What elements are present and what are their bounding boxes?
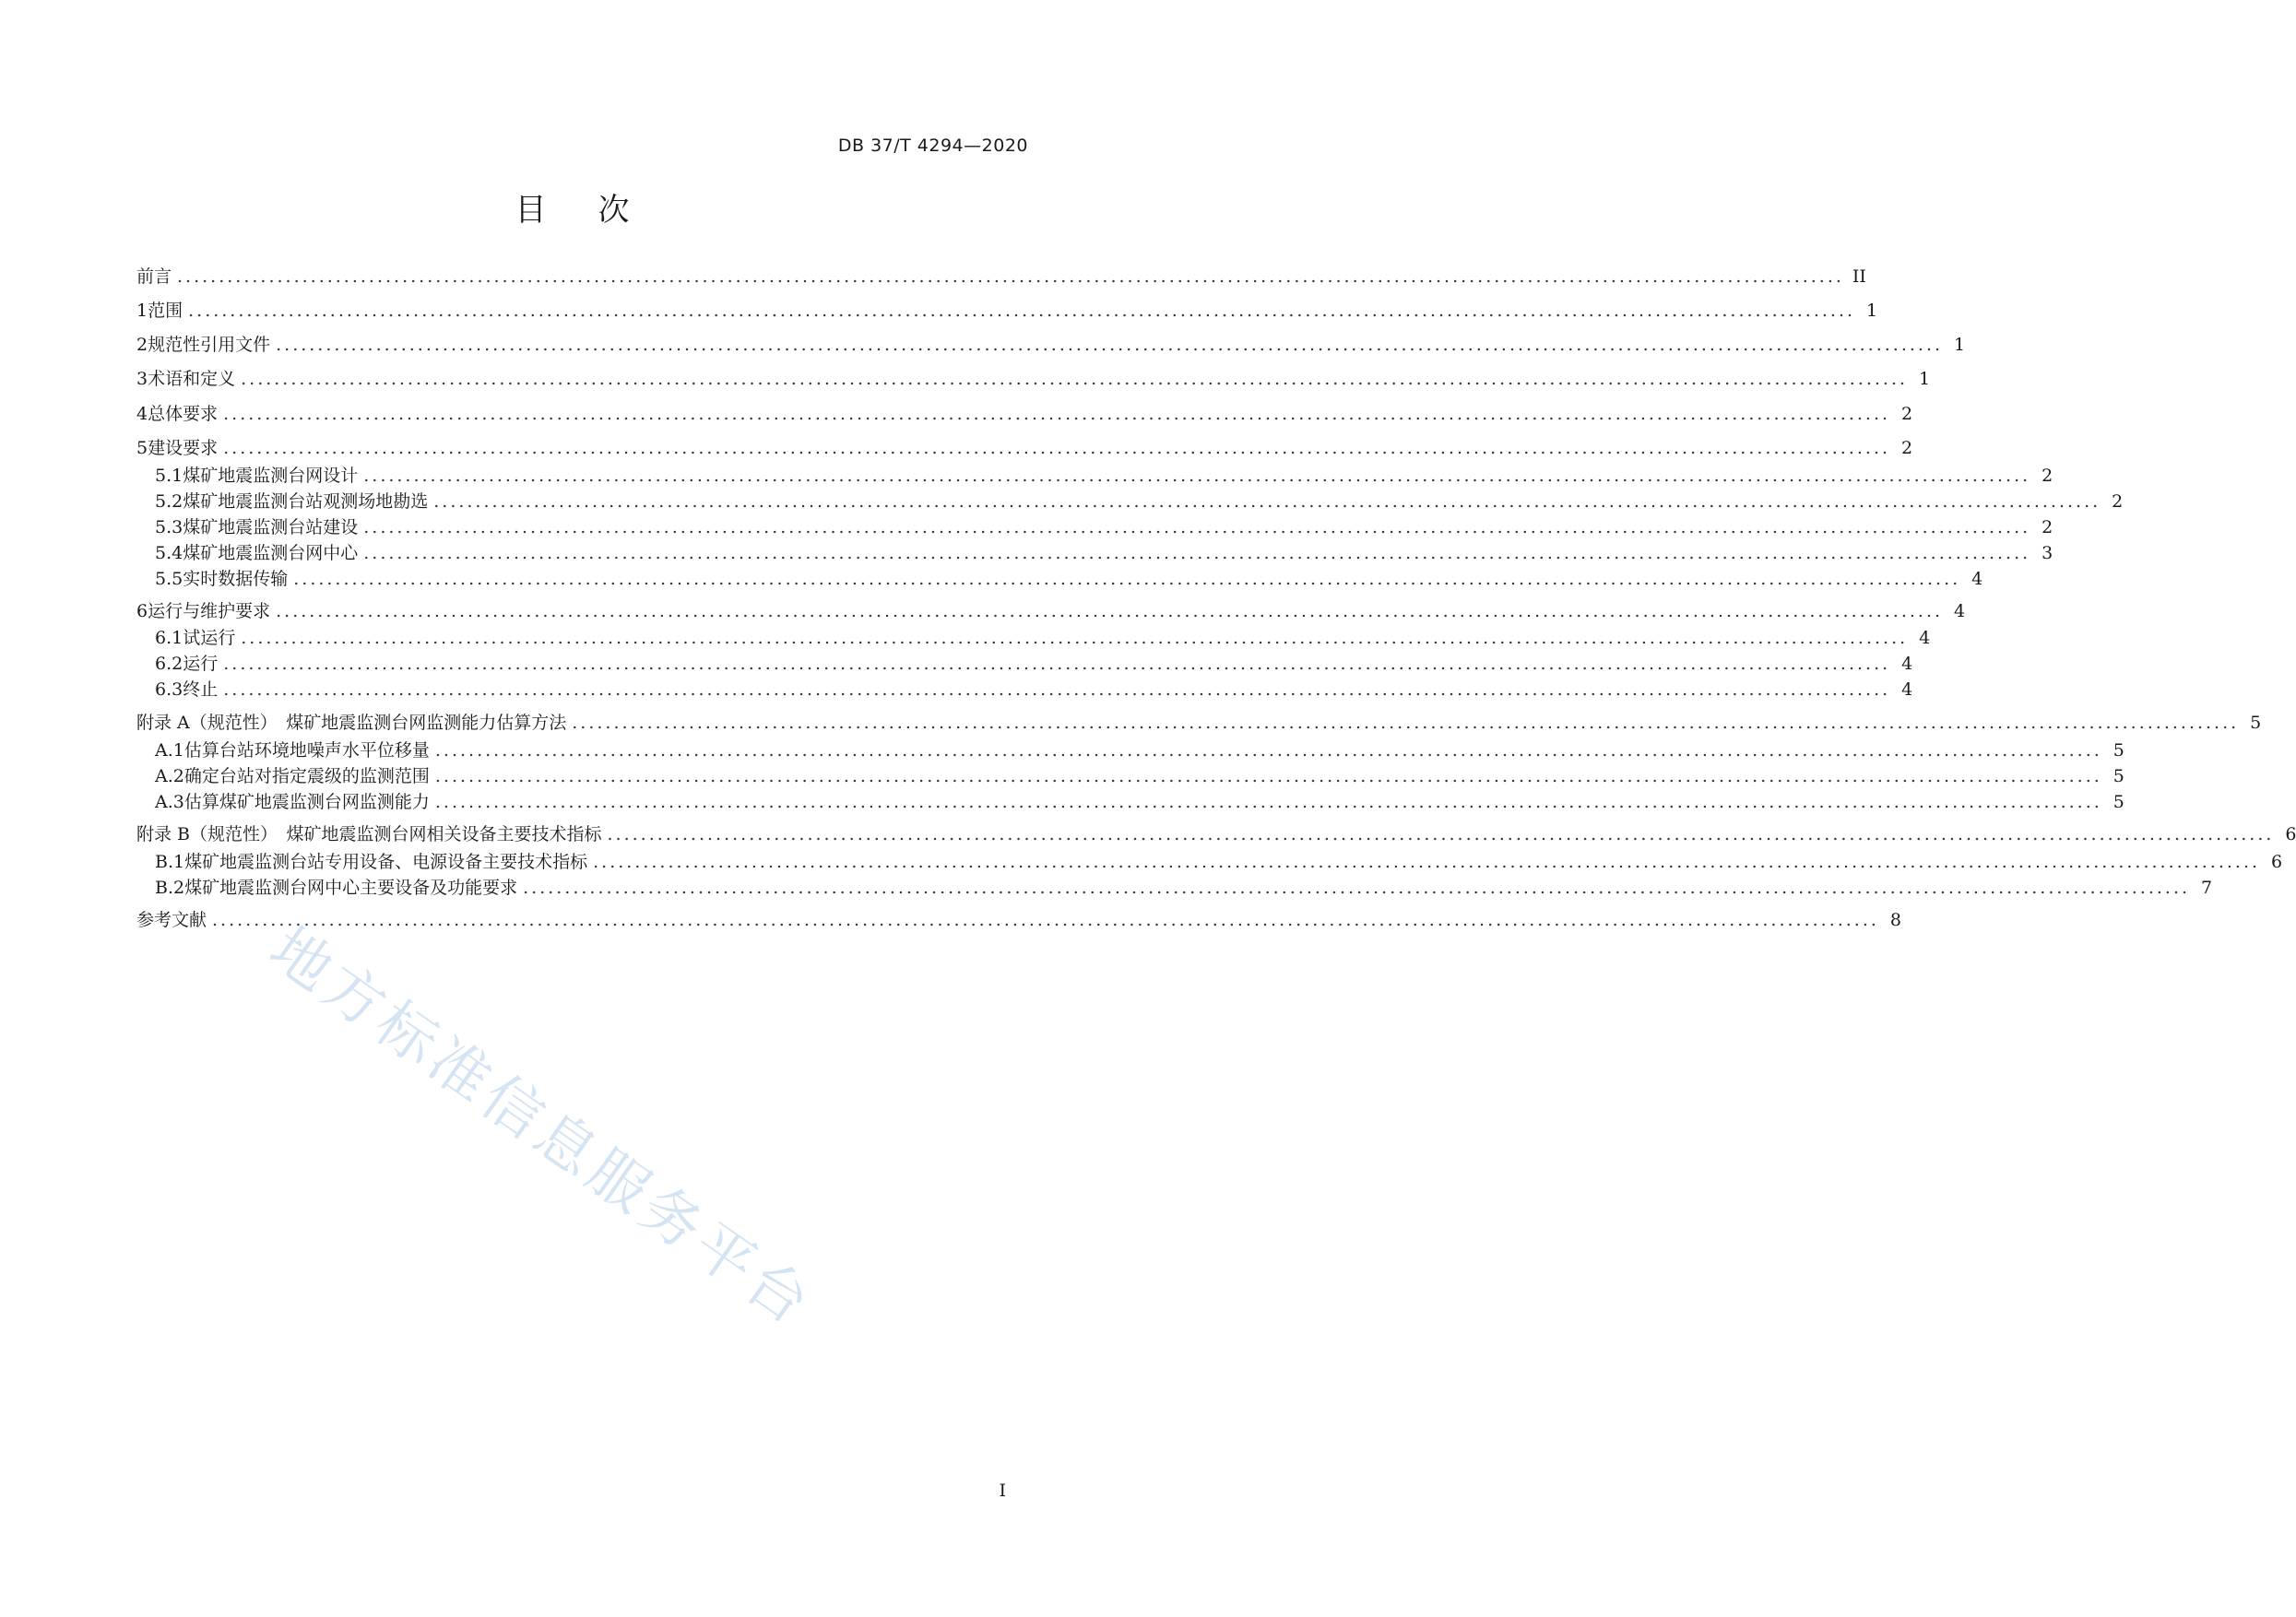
toc-entry-number: A.1	[155, 740, 184, 761]
toc-entry-label: 实时数据传输	[183, 569, 289, 589]
toc-entry-page: 5	[2250, 713, 2262, 733]
toc-entry[interactable]	[136, 333, 1966, 357]
toc-entry-label: 煤矿地震监测台网中心	[183, 543, 359, 563]
toc-entry-label: 规范性引用文件	[148, 335, 271, 355]
toc-dot-leader: ........................................................................................................................................................................................................	[188, 301, 1856, 321]
toc-dot-leader: ........................................................................................................................................................................................................	[276, 601, 1944, 621]
toc-entry-page: 1	[1953, 335, 1966, 355]
toc-dot-leader: ........................................................................................................................................................................................................	[434, 740, 2102, 761]
toc-entry-page: II	[1852, 266, 1866, 287]
toc-entry-label: 建设要求	[148, 438, 219, 458]
toc-entry-page: 1	[1865, 301, 1878, 321]
toc-dot-leader: ........................................................................................................................................................................................................	[523, 878, 2191, 898]
toc-entry-number: 5.2	[155, 491, 183, 512]
toc-entry-number: 4	[136, 404, 148, 424]
toc-entry[interactable]	[136, 464, 2053, 488]
toc-entry-label: 估算台站环境地噪声水平位移量	[183, 740, 430, 761]
toc-entry-number: 6.2	[155, 654, 183, 674]
toc-entry[interactable]	[136, 711, 2262, 735]
toc-entry-label: 附录 A（规范性） 煤矿地震监测台网监测能力估算方法	[136, 713, 567, 733]
toc-entry-page: 4	[1901, 654, 1913, 674]
toc-entry-number: 5.4	[155, 543, 183, 563]
toc-entry-label: 总体要求	[148, 404, 219, 424]
document-code: DB 37/T 4294—2020	[837, 136, 1028, 156]
toc-entry-label: 煤矿地震监测台网设计	[183, 466, 359, 486]
watermark: 地方标准信息服务平台	[256, 915, 825, 1341]
toc-dot-leader: ........................................................................................................................................................................................................	[434, 766, 2102, 786]
toc-entry-number: 6.3	[155, 679, 183, 700]
toc-entry-number: 6.1	[155, 628, 183, 648]
toc-entry-number: 5.5	[155, 569, 183, 589]
toc-entry-number: A.2	[155, 766, 184, 786]
toc-entry[interactable]	[136, 876, 2213, 900]
toc-entry-label: 煤矿地震监测台站建设	[183, 517, 359, 537]
toc-entry-page: 5	[2113, 740, 2124, 761]
page-title	[0, 190, 1144, 230]
toc-entry[interactable]	[136, 541, 2053, 565]
toc-entry-number: B.1	[155, 852, 185, 872]
page-title-char-2: 次	[598, 192, 630, 229]
toc-entry-page: 8	[1889, 910, 1901, 930]
toc-entry-page: 1	[1918, 369, 1931, 389]
toc-dot-leader: ........................................................................................................................................................................................................	[223, 438, 1891, 458]
toc-entry-page: 7	[2200, 878, 2213, 898]
toc-entry-page: 2	[2042, 466, 2053, 486]
toc-entry-number: 5	[136, 438, 148, 458]
toc-entry[interactable]	[136, 599, 1966, 623]
toc-entry[interactable]	[136, 822, 2296, 846]
toc-entry[interactable]	[136, 652, 1913, 676]
toc-entry-label: 试运行	[183, 628, 236, 648]
toc-entry-page: 6	[2270, 852, 2283, 872]
toc-dot-leader: ........................................................................................................................................................................................................	[572, 713, 2240, 733]
footer-page-number: I	[999, 1481, 1006, 1501]
toc-entry-label: 运行	[183, 654, 219, 674]
toc-entry[interactable]	[136, 402, 1913, 426]
toc-dot-leader: ........................................................................................................................................................................................................	[223, 404, 1891, 424]
toc-entry-page: 2	[1900, 404, 1913, 424]
toc-entry[interactable]	[136, 367, 1931, 391]
toc-entry-page: 4	[1953, 601, 1966, 621]
toc-entry-label: 煤矿地震监测台站专用设备、电源设备主要技术指标	[184, 852, 588, 872]
toc-dot-leader: ........................................................................................................................................................................................................	[241, 628, 1909, 648]
toc-entry-page: 3	[2042, 543, 2053, 563]
toc-dot-leader: ........................................................................................................................................................................................................	[177, 266, 1844, 287]
toc-dot-leader: ........................................................................................................................................................................................................	[607, 824, 2275, 844]
toc-entry-label: 估算煤矿地震监测台网监测能力	[183, 792, 430, 812]
toc-entry-label: 运行与维护要求	[148, 601, 271, 621]
toc-dot-leader: ........................................................................................................................................................................................................	[434, 792, 2102, 812]
toc-entry-label: 确定台站对指定震级的监测范围	[183, 766, 430, 786]
toc-entry[interactable]	[136, 908, 1901, 932]
toc-entry-page: 5	[2113, 792, 2124, 812]
toc-dot-leader: ........................................................................................................................................................................................................	[363, 517, 2031, 537]
toc-entry[interactable]	[136, 299, 1878, 323]
toc-entry-number: 6	[136, 601, 148, 621]
toc-entry-label: 术语和定义	[148, 369, 236, 389]
toc-dot-leader: ........................................................................................................................................................................................................	[293, 569, 1961, 589]
toc-entry-page: 5	[2113, 766, 2124, 786]
toc-dot-leader: ........................................................................................................................................................................................................	[363, 543, 2031, 563]
toc-entry[interactable]	[136, 850, 2283, 874]
toc-dot-leader: ........................................................................................................................................................................................................	[276, 335, 1944, 355]
toc-entry-label: 煤矿地震监测台站观测场地勘选	[183, 491, 429, 512]
toc-entry-page: 6	[2285, 824, 2296, 844]
toc-entry-label: 参考文献	[136, 910, 207, 930]
toc-dot-leader: ........................................................................................................................................................................................................	[223, 679, 1891, 700]
toc-entry[interactable]	[136, 678, 1913, 702]
toc-entry-page: 2	[2042, 517, 2053, 537]
toc-entry-label: 终止	[183, 679, 219, 700]
toc-entry-label: 附录 B（规范性） 煤矿地震监测台网相关设备主要技术指标	[136, 824, 602, 844]
page-title-char-1: 目	[515, 192, 547, 229]
toc-entry-page: 2	[2112, 491, 2124, 512]
toc-dot-leader: ........................................................................................................................................................................................................	[223, 654, 1891, 674]
toc-entry[interactable]	[136, 764, 2124, 788]
toc-dot-leader: ........................................................................................................................................................................................................	[363, 466, 2031, 486]
toc-entry-number: B.2	[155, 878, 185, 898]
toc-entry-page: 2	[1900, 438, 1913, 458]
toc-entry[interactable]	[136, 738, 2124, 762]
toc-entry[interactable]	[136, 790, 2124, 814]
toc-entry-label: 煤矿地震监测台网中心主要设备及功能要求	[184, 878, 518, 898]
toc-dot-leader: ........................................................................................................................................................................................................	[433, 491, 2101, 512]
toc-entry[interactable]	[136, 436, 1913, 460]
toc-entry-page: 4	[1971, 569, 1983, 589]
toc-dot-leader: ........................................................................................................................................................................................................	[241, 369, 1909, 389]
toc-entry-page: 4	[1919, 628, 1931, 648]
toc-entry[interactable]	[136, 265, 1866, 289]
toc-entry-number: 5.3	[155, 517, 183, 537]
toc-dot-leader: ........................................................................................................................................................................................................	[212, 910, 1879, 930]
toc-entry[interactable]	[136, 515, 2053, 539]
toc-entry-number: 3	[136, 369, 148, 389]
toc-entry[interactable]	[136, 490, 2124, 513]
toc-entry-number: 5.1	[155, 466, 183, 486]
toc-entry-page: 4	[1901, 679, 1913, 700]
toc-entry[interactable]	[136, 626, 1931, 650]
toc-entry-number: 1	[136, 301, 148, 321]
toc-entry[interactable]	[136, 567, 1983, 591]
toc-entry-label: 范围	[148, 301, 183, 321]
toc-dot-leader: ........................................................................................................................................................................................................	[593, 852, 2261, 872]
toc-entry-label: 前言	[136, 266, 172, 287]
toc-entry-number: A.3	[155, 792, 184, 812]
toc-entry-number: 2	[136, 335, 148, 355]
